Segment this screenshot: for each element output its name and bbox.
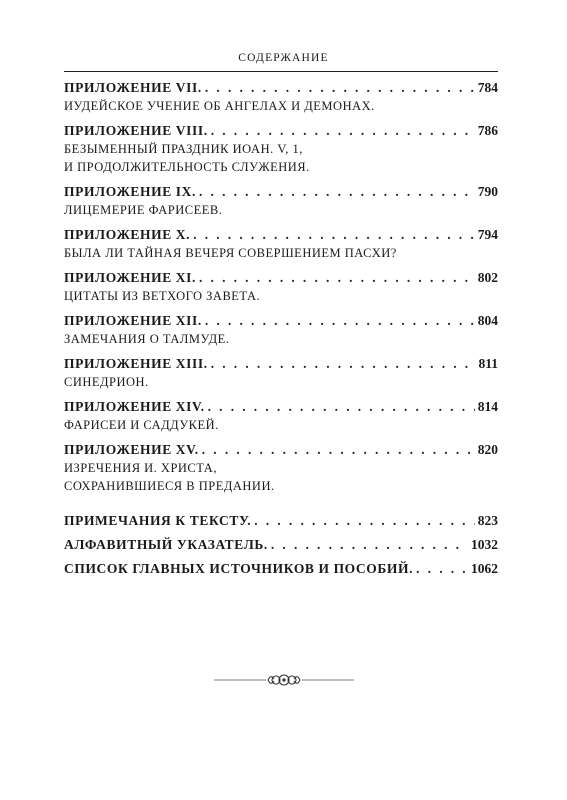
dot-leader (199, 182, 475, 201)
appendix-line (64, 440, 498, 459)
back-matter-title: ПРИМЕЧАНИЯ К ТЕКСТУ. (64, 513, 252, 528)
appendix-page-number: 820 (477, 442, 498, 457)
back-matter-title: СПИСОК ГЛАВНЫХ ИСТОЧНИКОВ И ПОСОБИЙ. (64, 561, 414, 576)
dot-leader (199, 268, 475, 287)
dot-leader (254, 509, 475, 533)
toc-entry (64, 225, 498, 268)
appendix-subtitle: СИНЕДРИОН. (64, 375, 149, 389)
dot-leader (205, 78, 475, 97)
header-rule (64, 71, 498, 72)
appendix-subtitle: И ПРОДОЛЖИТЕЛЬНОСТЬ СЛУЖЕНИЯ. (64, 160, 310, 174)
appendix-title: ПРИЛОЖЕНИЕ IX. (64, 184, 196, 199)
appendix-title: ПРИЛОЖЕНИЕ VIII. (64, 123, 208, 138)
appendix-line (64, 121, 498, 140)
appendix-subtitle: СОХРАНИВШИЕСЯ В ПРЕДАНИИ. (64, 479, 275, 493)
appendix-page-number: 784 (477, 80, 498, 95)
dot-leader (416, 557, 468, 581)
dot-leader (205, 311, 475, 330)
appendix-subtitle: ЦИТАТЫ ИЗ ВЕТХОГО ЗАВЕТА. (64, 289, 261, 303)
toc-entry (64, 440, 498, 501)
appendix-title: ПРИЛОЖЕНИЕ VII. (64, 80, 202, 95)
appendix-line (64, 78, 498, 97)
dot-leader (211, 354, 476, 373)
appendix-subtitle: БЫЛА ЛИ ТАЙНАЯ ВЕЧЕРЯ СОВЕРШЕНИЕМ ПАСХИ? (64, 246, 397, 260)
toc-entry (64, 121, 498, 182)
appendix-subtitle: ЛИЦЕМЕРИЕ ФАРИСЕЕВ. (64, 203, 223, 217)
appendix-line (64, 397, 498, 416)
appendix-title: ПРИЛОЖЕНИЕ X. (64, 227, 191, 242)
appendix-page-number: 802 (477, 270, 498, 285)
appendix-page-number: 790 (477, 184, 498, 199)
appendix-line (64, 268, 498, 287)
dot-leader (211, 121, 475, 140)
dot-leader (193, 225, 475, 244)
running-head: СОДЕРЖАНИЕ (238, 52, 329, 64)
dot-leader (208, 397, 475, 416)
back-matter-line (64, 557, 498, 581)
back-matter-title: АЛФАВИТНЫЙ УКАЗАТЕЛЬ. (64, 537, 268, 552)
appendix-line (64, 225, 498, 244)
floral-tailpiece-icon (214, 670, 354, 690)
toc-back-matter (64, 509, 498, 581)
appendix-line (64, 182, 498, 201)
appendix-line (64, 311, 498, 330)
toc-entry (64, 354, 498, 397)
appendix-title: ПРИЛОЖЕНИЕ XII. (64, 313, 202, 328)
toc-entry (64, 268, 498, 311)
appendix-page-number: 786 (477, 123, 498, 138)
appendix-line (64, 354, 498, 373)
appendix-title: ПРИЛОЖЕНИЕ XI. (64, 270, 196, 285)
appendix-subtitle: ИУДЕЙСКОЕ УЧЕНИЕ ОБ АНГЕЛАХ И ДЕМОНАХ. (64, 99, 375, 113)
appendix-page-number: 811 (478, 356, 498, 371)
toc-appendices (64, 78, 498, 501)
dot-leader (271, 533, 468, 557)
appendix-title: ПРИЛОЖЕНИЕ XIII. (64, 356, 208, 371)
back-matter-line (64, 509, 498, 533)
appendix-subtitle: ЗАМЕЧАНИЯ О ТАЛМУДЕ. (64, 332, 230, 346)
toc-entry (64, 182, 498, 225)
back-matter-page-number: 1032 (471, 537, 498, 552)
entry-spacer (64, 495, 498, 501)
toc-entry (64, 311, 498, 354)
appendix-title: ПРИЛОЖЕНИЕ XV. (64, 442, 199, 457)
appendix-page-number: 794 (477, 227, 498, 242)
appendix-subtitle: БЕЗЫМЕННЫЙ ПРАЗДНИК ИОАН. V, 1, (64, 142, 303, 156)
back-matter-line (64, 533, 498, 557)
dot-leader (202, 440, 475, 459)
appendix-subtitle: ИЗРЕЧЕНИЯ И. ХРИСТА, (64, 461, 217, 475)
back-matter-page-number: 823 (477, 513, 498, 528)
appendix-page-number: 804 (477, 313, 498, 328)
appendix-page-number: 814 (477, 399, 498, 414)
toc-entry (64, 78, 498, 121)
back-matter-page-number: 1062 (471, 561, 498, 576)
appendix-subtitle: ФАРИСЕИ И САДДУКЕЙ. (64, 418, 219, 432)
toc-entry (64, 397, 498, 440)
appendix-title: ПРИЛОЖЕНИЕ XIV. (64, 399, 205, 414)
